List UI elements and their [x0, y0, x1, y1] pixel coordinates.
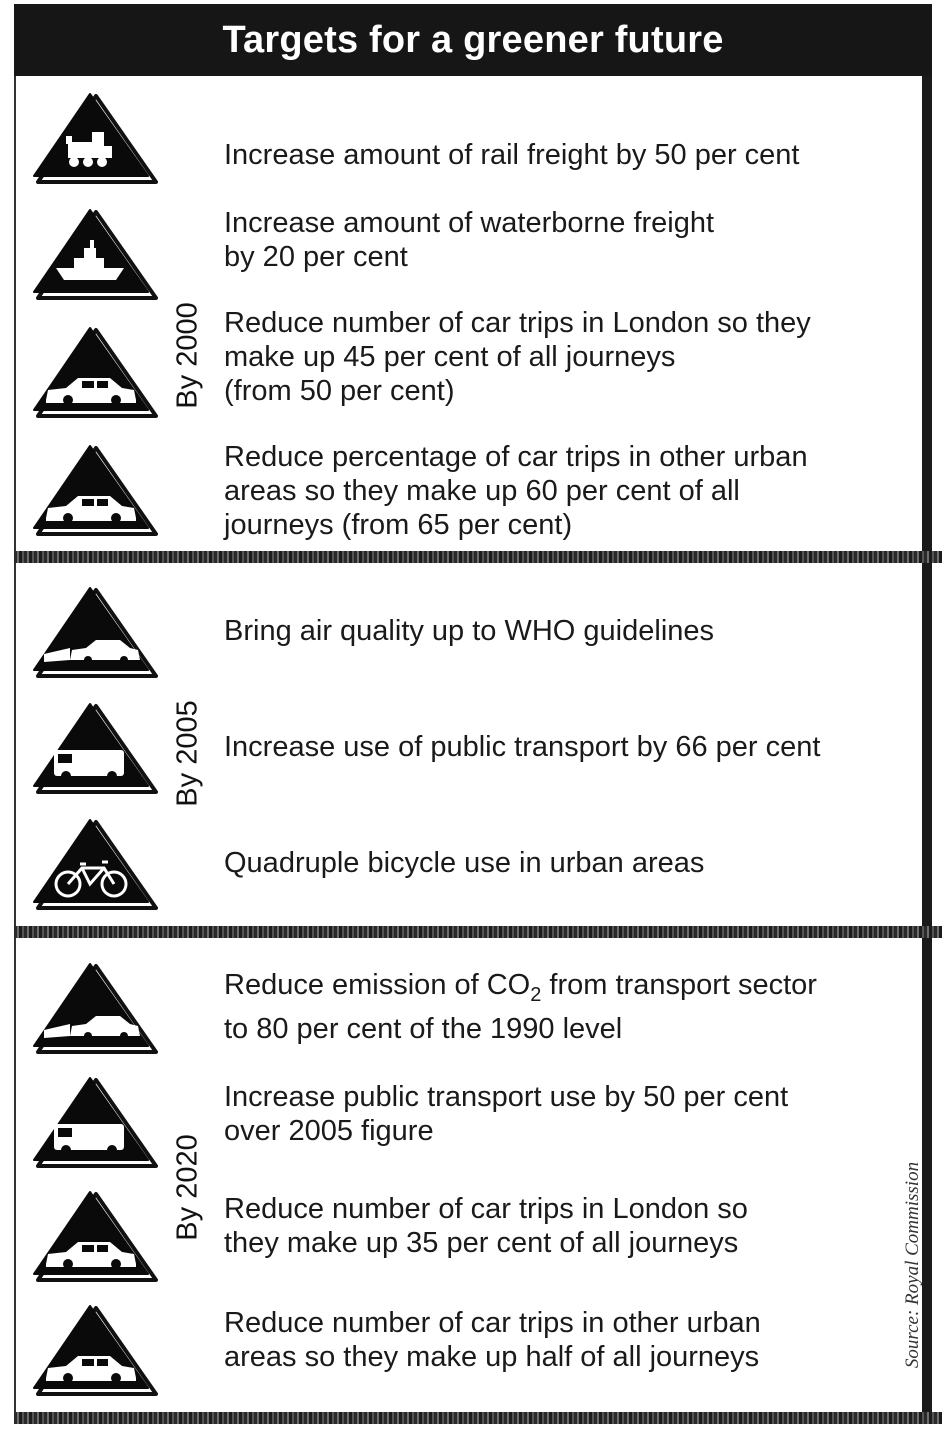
target-item — [0, 960, 952, 1060]
target-text: Increase amount of rail freight by 50 per cent — [224, 139, 800, 171]
target-item — [0, 1302, 952, 1402]
target-text: Reduce number of car trips in London so they make up 35 per cent of all journeys — [224, 1193, 748, 1259]
target-text: Increase use of public transport by 66 per cent — [224, 731, 821, 763]
period-label-2000: By 2000 — [171, 301, 204, 409]
target-text: Quadruple bicycle use in urban areas — [224, 847, 705, 879]
bus-icon — [30, 700, 158, 798]
car-icon — [30, 1302, 158, 1400]
section-divider — [14, 926, 942, 938]
title-bar — [14, 4, 932, 76]
target-text: Reduce number of car trips in other urban areas so they make up half of all journeys — [224, 1307, 761, 1373]
target-item — [0, 1188, 952, 1288]
target-item — [0, 307, 952, 424]
train-icon — [30, 90, 158, 188]
section-divider — [14, 551, 942, 563]
target-item — [0, 584, 952, 684]
target-text: Reduce number of car trips in London so they make up 45 per cent of all journeys (from 50 per cent) — [224, 307, 811, 407]
exhaust-car-icon — [30, 960, 158, 1058]
target-text: Increase amount of waterborne freight by 20 per cent — [224, 207, 715, 273]
target-text: Bring air quality up to WHO guidelines — [224, 615, 715, 647]
period-label-2005: By 2005 — [171, 699, 204, 807]
bottom-divider — [14, 1412, 942, 1424]
target-item — [0, 90, 952, 190]
target-item — [0, 700, 952, 800]
ship-icon — [30, 206, 158, 304]
bus-icon — [30, 1074, 158, 1172]
target-item — [0, 816, 952, 916]
car-icon — [30, 442, 158, 540]
target-item — [0, 1074, 952, 1174]
target-text: Reduce percentage of car trips in other urban areas so they make up 60 per cent of all journeys (from 65 per cent) — [224, 441, 808, 541]
page-title: Targets for a greener future — [222, 18, 724, 61]
target-item — [0, 206, 952, 306]
target-text: Reduce emission of $CO_2$ from transport sector to 80 per cent of the 1990 level — [224, 969, 817, 1045]
target-text: Increase public transport use by 50 per cent over 2005 figure — [224, 1081, 789, 1147]
source-credit: Source: Royal Commission — [902, 1161, 924, 1369]
target-item — [0, 442, 952, 542]
exhaust-car-icon — [30, 584, 158, 682]
car-icon — [30, 1188, 158, 1286]
car-icon — [30, 324, 158, 422]
bicycle-icon — [30, 816, 158, 914]
period-label-2020: By 2020 — [171, 1133, 204, 1241]
